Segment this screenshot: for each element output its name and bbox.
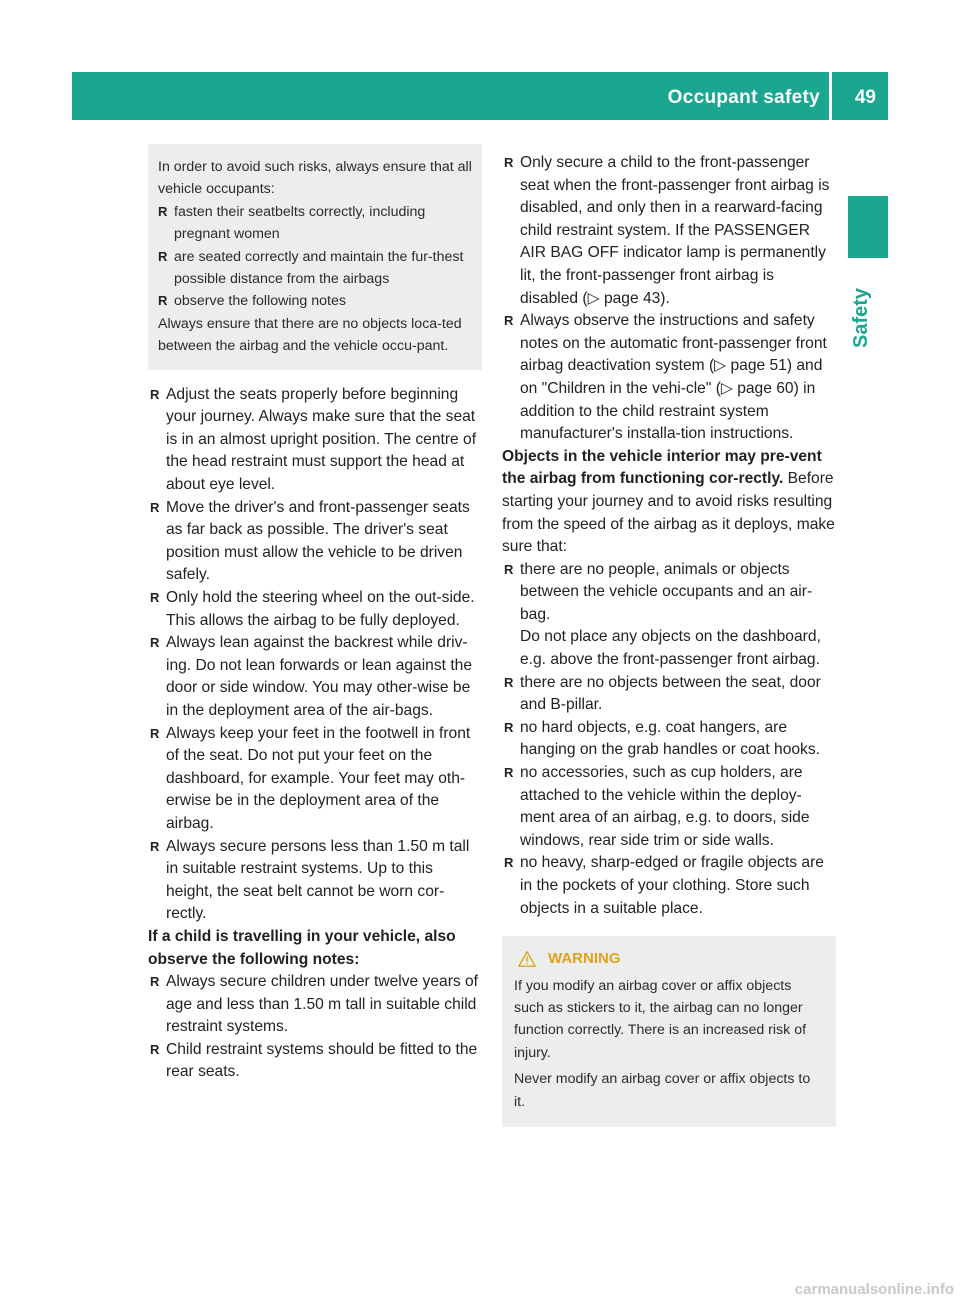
bullet-glyph: R: [158, 203, 168, 219]
bullet-glyph: R: [158, 293, 168, 309]
side-tab-label: Safety: [850, 287, 872, 348]
warning-text: Never modify an airbag cover or affix objects to it.: [514, 1071, 811, 1110]
list-item: R Always secure children under twelve years of age and less than 1.50 m tall in suitable child restraint systems.: [150, 973, 479, 1036]
list-item: R there are no people, animals or objects between the vehicle occupants and an air-bag.: [504, 560, 813, 623]
right-column: [502, 152, 836, 1127]
watermark: carmanualsonline.info: [794, 1281, 954, 1298]
bullet-glyph: R: [504, 313, 514, 329]
bullet-glyph: R: [158, 248, 168, 264]
list-item: R Always keep your feet in the footwell in front of the seat. Do not put your feet on the dashboard, for example. Your feet may oth-erwise be in the deployment area of the airbag.: [150, 724, 471, 832]
child-heading: If a child is travelling in your vehicle, also observe the following notes:: [148, 927, 456, 968]
left-column: [148, 144, 482, 1084]
bullet-glyph: R: [504, 855, 514, 871]
objects-paragraph: [502, 446, 836, 559]
warning-text: If you modify an airbag cover or affix objects such as stickers to it, the airbag can no longer function correctly. There is an increased risk of injury.: [514, 977, 807, 1061]
bullet-glyph: R: [150, 1041, 160, 1057]
objects-intro: Before starting your journey and to avoid risks resulting from the speed of the airbag as it deploys, make sure that:: [502, 470, 835, 556]
list-item: R Always observe the instructions and safety notes on the automatic front-passenger front airbag deactivation system (▷ page 51) and on "Children in the vehi-cle" (▷ page 60) in addition to the child restraint system manufacturer's installa-tion instructions.: [504, 312, 827, 443]
bullet-glyph: R: [150, 725, 160, 741]
list-item: R Adjust the seats properly before beginning your journey. Always make sure that the seat is in an almost upright position. The centre of the head restraint must support the head at about eye level.: [150, 385, 477, 494]
header-bar: [72, 72, 888, 120]
bullet-glyph: R: [504, 561, 514, 577]
bullet-glyph: R: [504, 674, 514, 690]
warning-triangle-icon: [518, 950, 536, 968]
list-item: R there are no objects between the seat, door and B-pillar.: [504, 673, 821, 714]
section-title: Occupant safety: [667, 87, 820, 108]
list-item: R Always secure persons less than 1.50 m tall in suitable restraint systems. Up to this height, the seat belt cannot be worn cor-rectly.: [150, 837, 470, 923]
list-item: R Move the driver's and front-passenger seats as far back as possible. The driver's seat position must allow the vehicle to be driven safely.: [150, 498, 470, 584]
bullet-glyph: R: [504, 765, 514, 781]
bullet-glyph: R: [504, 155, 514, 170]
bullet-glyph: R: [504, 719, 514, 735]
header-divider: [829, 72, 832, 120]
page-number: 49: [854, 87, 876, 108]
intro-box: [148, 144, 482, 370]
warning-box: [502, 936, 836, 1127]
intro-bullet: R are seated correctly and maintain the fur-thest possible distance from the airbags: [158, 246, 472, 291]
side-tab-marker: [848, 196, 888, 258]
intro-bullet: R observe the following notes: [158, 290, 472, 312]
intro-closing: Always ensure that there are no objects loca-ted between the airbag and the vehicle occu-pant.: [158, 315, 462, 355]
list-item: R Child restraint systems should be fitted to the rear seats.: [150, 1040, 478, 1081]
bullet-glyph: R: [150, 974, 160, 990]
intro-text: In order to avoid such risks, always ensure that all vehicle occupants:: [158, 159, 472, 198]
warning-header: [514, 948, 824, 970]
bullet-glyph: R: [150, 386, 160, 402]
bullet-glyph: R: [150, 590, 160, 605]
bullet-glyph: R: [150, 838, 160, 854]
list-item: R Only hold the steering wheel on the out-side. This allows the airbag to be fully deployed.: [150, 589, 475, 629]
list-item: R no hard objects, e.g. coat hangers, are hanging on the grab handles or coat hooks.: [504, 718, 820, 759]
intro-bullet: R fasten their seatbelts correctly, including pregnant women: [158, 201, 472, 246]
bullet-glyph: R: [150, 499, 160, 515]
list-item: R Always lean against the backrest while driv-ing. Do not lean forwards or lean against the door or side window. You may other-wise be in the deployment area of the air-bags.: [150, 634, 472, 719]
bullet-glyph: R: [150, 635, 160, 651]
list-item: R no heavy, sharp-edged or fragile objects are in the pockets of your clothing. Store such objects in a suitable place.: [504, 854, 824, 917]
list-item: R no accessories, such as cup holders, are attached to the vehicle within the deploy-ment area of an airbag, e.g. to doors, side windows, rear side trim or side walls.: [504, 764, 810, 849]
list-item-note: Do not place any objects on the dashboard, e.g. above the front-passenger front airbag.: [520, 628, 821, 669]
warning-title: WARNING: [548, 950, 621, 968]
list-item: R Only secure a child to the front-passenger seat when the front-passenger front airbag is disabled, and only then in a rearward-facing child restraint system. If the PASSENGER AIR BAG OFF indicator lamp is permanently lit, the front-passenger front airbag is disabled (▷ page 43).: [504, 154, 830, 307]
objects-heading: Objects in the vehicle interior may pre-vent the airbag from functioning cor-rectly.: [502, 447, 822, 488]
